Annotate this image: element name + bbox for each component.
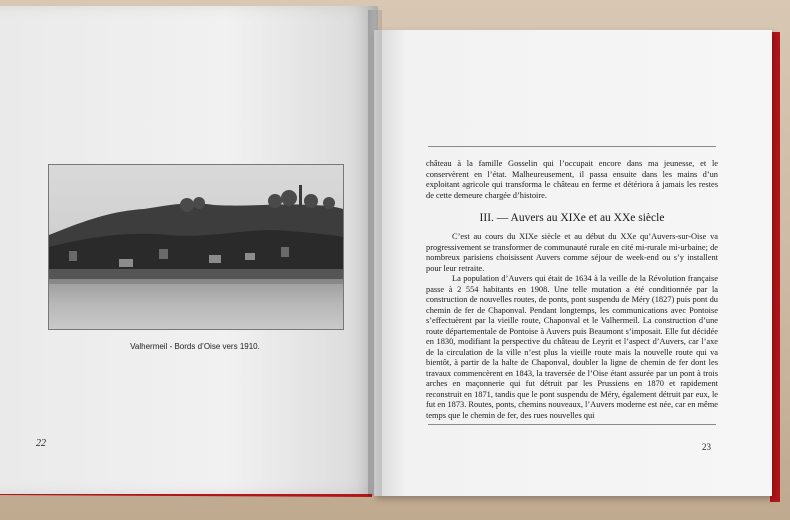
page-number-left: 22 [36,438,46,449]
section-title: III. — Auvers au XIXe et au XXe siècle [479,212,665,224]
book-gutter [368,10,382,496]
page-number-right: 23 [702,442,711,452]
photo-caption: Valhermeil - Bords d’Oise vers 1910. [130,342,260,351]
paragraph-2: La population d’Auvers qui était de 1634 à la veille de la Révolution française passe à 2 554 habitants en 1908. Une telle mutation a été conditionnée par la construction de nouvelles routes, de ponts, pont suspendu de Méry (1827) puis pont du chemin de fer de Chaponval. Pendant longtemps, les communications avec Pontoise s’effectuèrent par la vieille route, Chaponval et le Valhermeil. La construction d’une route départementale de Pontoise à Auvers puis Beaumont s’imposait. Elle fut décidée en 1830, modifiant la perspective du château de Leyrit et l’aspect d’Auvers, car l’axe de la circulation de la ville n’est plus la vieille route mais la nouvelle route qui va bientôt, à partir de la halte de Chaponval, doubler la ligne de chemin de fer dont les travaux commencèrent en 1843, la traversée de l’Oise étant assurée par un pont à trois arches en maçonnerie qui fut détruit par les Prussiens en 1870 et rapidement reconstruit en 1871, tandis que le pont suspendu de Méry, également détruit par eux, le fut en 1873. Routes, ponts, chemins nouveaux, l’Auvers moderne est née, car en même temps que le chemin de fer, des rues nouvelles qui [426,274,718,420]
paragraph-1: C’est au cours du XIXe siècle et au début du XXe qu’Auvers-sur-Oise va progressivement se transformer de communauté rurale en cité mi-rurale mi-urbaine; de nombreux parisiens choisissent Auvers comme séjour de week-end ou s’y installent pour leur retraite. [426,232,718,273]
bottom-rule [428,424,716,425]
historic-photo-valhermeil [48,164,344,330]
top-rule [428,146,716,147]
intro-paragraph: château à la famille Gosselin qui l’occupait encore dans ma jeunesse, et le conservèrent en l’état. Malheureusement, il passa ensuite dans les mains d’un exploitant agricole qui transforma le château en ferme et détériora à jamais les restes de cette demeure chargée d’histoire. [426,159,718,200]
photo-image [49,165,343,329]
right-page-text [426,159,718,421]
